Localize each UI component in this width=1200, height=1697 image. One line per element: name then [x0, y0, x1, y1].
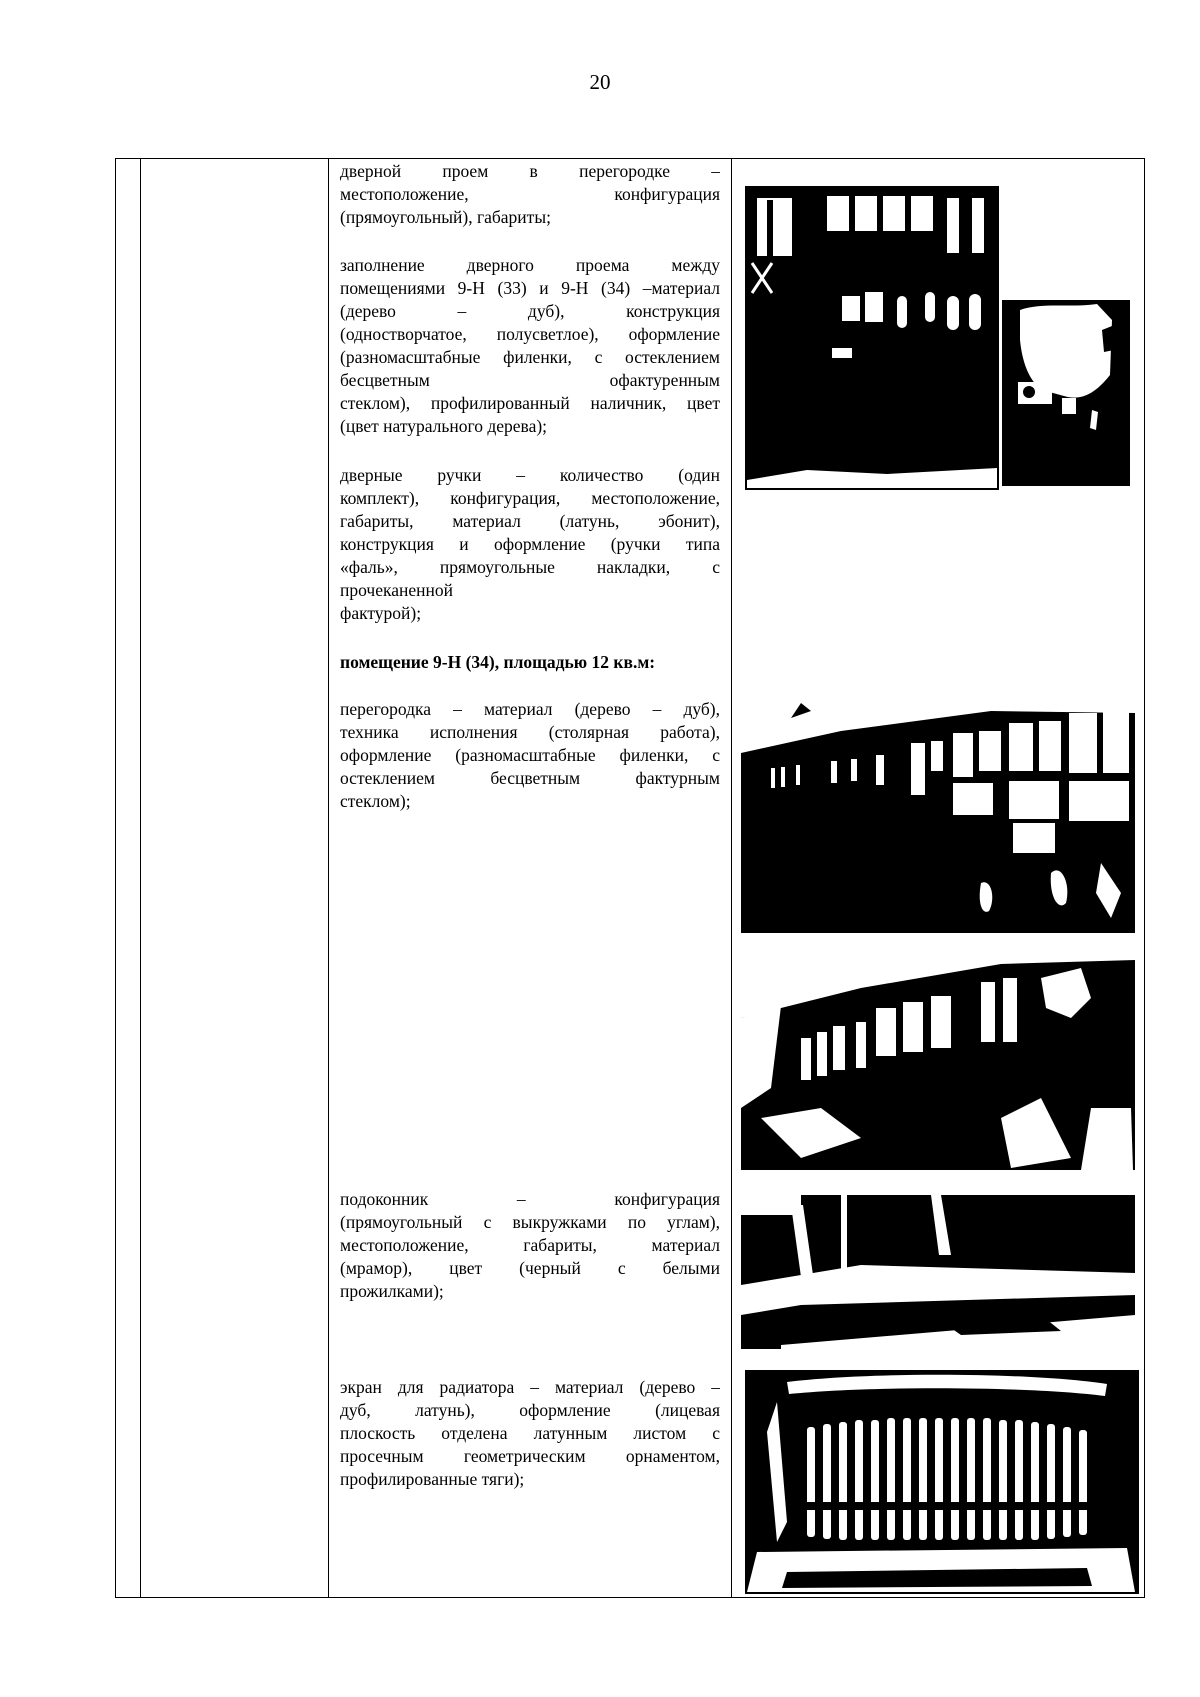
text-line: остеклением бесцветным фактурным — [340, 768, 720, 788]
text-line: прожилками); — [340, 1281, 444, 1301]
windowsill-photo — [741, 1195, 1135, 1349]
page-number: 20 — [589, 70, 611, 94]
radiator-screen-paragraph — [340, 1376, 720, 1491]
text-line: перегородка – материал (дерево – дуб), — [340, 699, 720, 719]
text-line: (разномасштабные филенки, с остеклением — [340, 347, 720, 367]
text-line: оформление (разномасштабные филенки, с — [340, 745, 720, 765]
text-line: (дерево – дуб), конструкция — [340, 301, 720, 321]
room-heading: помещение 9-Н (34), площадью 12 кв.м: — [340, 652, 656, 672]
text-line: плоскость отделена латунным листом с — [340, 1423, 720, 1443]
column-divider — [140, 158, 141, 1598]
text-line: (одностворчатое, полусветлое), оформление — [340, 324, 720, 344]
text-line: стеклом), профилированный наличник, цвет — [340, 393, 720, 413]
radiator-screen-photo — [745, 1370, 1139, 1594]
text-line: помещениями 9-Н (33) и 9-Н (34) –материал — [340, 278, 720, 298]
door-opening-paragraph — [340, 160, 720, 229]
text-line: фактурой); — [340, 603, 422, 623]
text-line: «фаль», прямоугольные накладки, с — [340, 557, 720, 577]
partition-photo-2 — [741, 958, 1135, 1170]
column-divider — [328, 158, 329, 1598]
door-handle-photo — [1002, 300, 1130, 486]
text-line: (прямоугольный с выкружками по углам), — [340, 1212, 720, 1232]
text-line: местоположение, конфигурация — [340, 184, 720, 204]
text-line: (прямоугольный), габариты; — [340, 207, 551, 227]
text-line: заполнение дверного проема между — [340, 255, 720, 275]
text-line: конструкция и оформление (ручки типа — [340, 534, 720, 554]
text-line: дуб, латунь), оформление (лицевая — [340, 1400, 720, 1420]
text-line: бесцветным офактуренным — [340, 370, 720, 390]
partition-photo-1 — [741, 683, 1135, 933]
text-line: просечным геометрическим орнаментом, — [340, 1446, 720, 1466]
text-line: габариты, материал (латунь, эбонит), — [340, 511, 720, 531]
text-line: техника исполнения (столярная работа), — [340, 722, 720, 742]
door-photo — [745, 186, 999, 490]
text-line: стеклом); — [340, 791, 411, 811]
door-filling-paragraph — [340, 254, 720, 438]
text-line: (цвет натурального дерева); — [340, 416, 548, 436]
windowsill-paragraph — [340, 1188, 720, 1303]
door-handles-paragraph — [340, 464, 720, 625]
column-divider — [731, 158, 732, 1598]
text-line: дверные ручки – количество (один — [340, 465, 720, 485]
text-line: дверной проем в перегородке – — [340, 161, 720, 181]
text-line: комплект), конфигурация, местоположение, — [340, 488, 720, 508]
text-line: прочеканенной — [340, 580, 453, 600]
text-line: экран для радиатора – материал (дерево – — [340, 1377, 720, 1397]
text-line: (мрамор), цвет (черный с белыми — [340, 1258, 720, 1278]
text-line: подоконник – конфигурация — [340, 1189, 720, 1209]
text-line: профилированные тяги); — [340, 1469, 525, 1489]
text-line: местоположение, габариты, материал — [340, 1235, 720, 1255]
partition-paragraph — [340, 698, 720, 813]
